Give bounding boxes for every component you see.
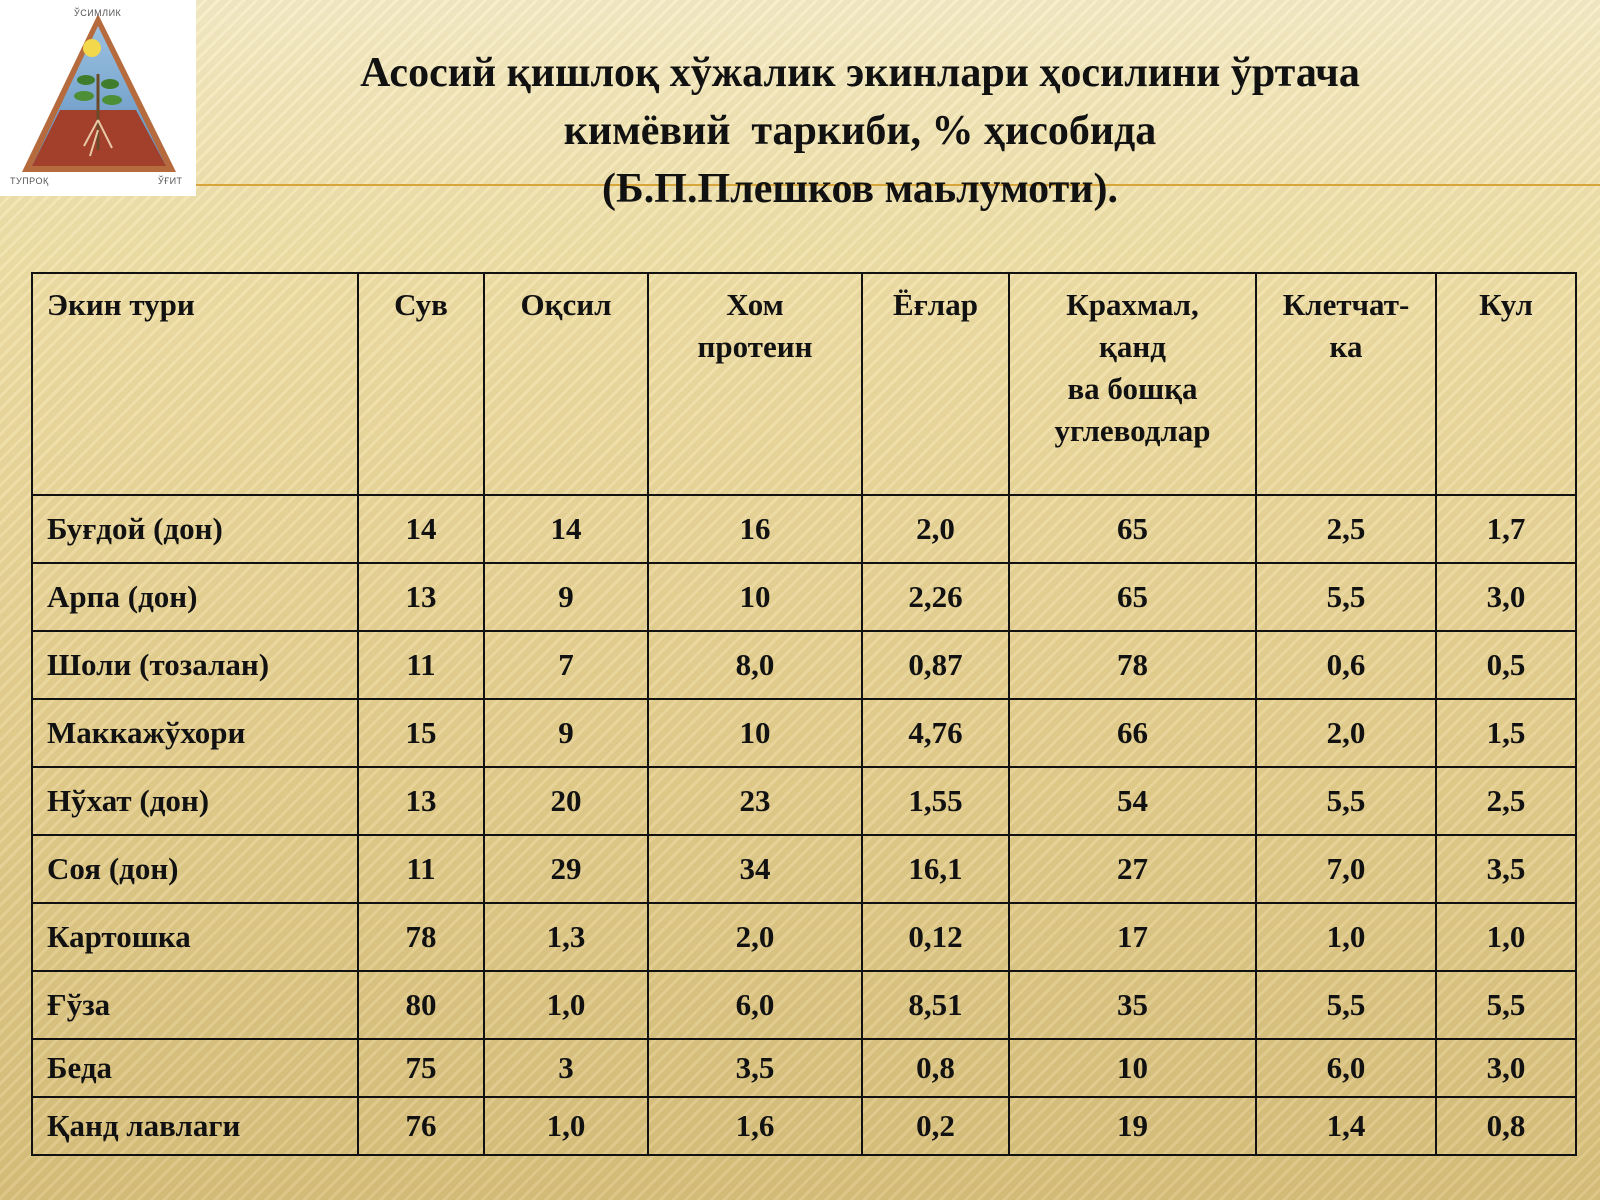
- cell-value: 2,5: [1436, 767, 1576, 835]
- logo-caption-left: ТУПРОҚ: [10, 176, 49, 186]
- page-title: [210, 44, 1510, 218]
- cell-value: 78: [358, 903, 484, 971]
- table-row: [32, 1039, 1576, 1097]
- cell-value: 9: [484, 563, 648, 631]
- cell-value: 0,2: [862, 1097, 1009, 1155]
- table-row: [32, 971, 1576, 1039]
- cell-value: 6,0: [1256, 1039, 1436, 1097]
- cell-value: 8,0: [648, 631, 862, 699]
- cell-value: 76: [358, 1097, 484, 1155]
- logo-caption-right: ЎҒИТ: [158, 176, 183, 186]
- cell-crop: Буғдой (дон): [32, 495, 358, 563]
- table-row: [32, 699, 1576, 767]
- cell-value: 5,5: [1256, 563, 1436, 631]
- header-crude-protein: Хом протеин: [648, 273, 862, 495]
- cell-value: 0,12: [862, 903, 1009, 971]
- cell-value: 5,5: [1256, 971, 1436, 1039]
- cell-value: 5,5: [1436, 971, 1576, 1039]
- cell-value: 1,55: [862, 767, 1009, 835]
- cell-value: 0,5: [1436, 631, 1576, 699]
- cell-value: 66: [1009, 699, 1256, 767]
- cell-value: 0,6: [1256, 631, 1436, 699]
- cell-value: 11: [358, 835, 484, 903]
- header-carbohydrates: Крахмал, қанд ва бошқа углеводлар: [1009, 273, 1256, 495]
- cell-value: 7: [484, 631, 648, 699]
- cell-value: 10: [648, 563, 862, 631]
- cell-value: 2,0: [1256, 699, 1436, 767]
- cell-value: 54: [1009, 767, 1256, 835]
- cell-crop: Ғўза: [32, 971, 358, 1039]
- header-crop-type: Экин тури: [32, 273, 358, 495]
- cell-value: 29: [484, 835, 648, 903]
- header-water: Сув: [358, 273, 484, 495]
- cell-value: 2,0: [862, 495, 1009, 563]
- cell-value: 13: [358, 767, 484, 835]
- cell-value: 1,3: [484, 903, 648, 971]
- table-row: [32, 767, 1576, 835]
- cell-value: 3: [484, 1039, 648, 1097]
- cell-value: 1,7: [1436, 495, 1576, 563]
- cell-value: 1,0: [484, 971, 648, 1039]
- cell-value: 1,6: [648, 1097, 862, 1155]
- cell-value: 3,0: [1436, 563, 1576, 631]
- cell-value: 27: [1009, 835, 1256, 903]
- cell-value: 65: [1009, 495, 1256, 563]
- cell-value: 13: [358, 563, 484, 631]
- table-row: [32, 563, 1576, 631]
- cell-crop: Шоли (тозалан): [32, 631, 358, 699]
- cell-crop: Картошка: [32, 903, 358, 971]
- cell-value: 0,8: [862, 1039, 1009, 1097]
- cell-crop: Қанд лавлаги: [32, 1097, 358, 1155]
- cell-value: 14: [358, 495, 484, 563]
- cell-value: 10: [648, 699, 862, 767]
- cell-value: 6,0: [648, 971, 862, 1039]
- cell-value: 23: [648, 767, 862, 835]
- header-fiber: Клетчат- ка: [1256, 273, 1436, 495]
- table-row: [32, 835, 1576, 903]
- table-row: [32, 631, 1576, 699]
- cell-value: 3,5: [648, 1039, 862, 1097]
- cell-value: 10: [1009, 1039, 1256, 1097]
- cell-value: 16,1: [862, 835, 1009, 903]
- cell-value: 65: [1009, 563, 1256, 631]
- header-protein: Оқсил: [484, 273, 648, 495]
- cell-value: 0,87: [862, 631, 1009, 699]
- cell-value: 8,51: [862, 971, 1009, 1039]
- cell-value: 9: [484, 699, 648, 767]
- title-line-3: (Б.П.Плешков маьлумоти).: [602, 166, 1118, 212]
- logo: [0, 0, 196, 196]
- logo-caption-top: ЎСИМЛИК: [74, 8, 122, 18]
- cell-value: 2,26: [862, 563, 1009, 631]
- cell-value: 2,0: [648, 903, 862, 971]
- cell-value: 75: [358, 1039, 484, 1097]
- cell-crop: Маккажўхори: [32, 699, 358, 767]
- cell-value: 16: [648, 495, 862, 563]
- cell-value: 80: [358, 971, 484, 1039]
- header-fats: Ёғлар: [862, 273, 1009, 495]
- logo-triangle-icon: [0, 0, 196, 196]
- cell-value: 11: [358, 631, 484, 699]
- cell-value: 2,5: [1256, 495, 1436, 563]
- cell-value: 3,5: [1436, 835, 1576, 903]
- cell-value: 1,0: [484, 1097, 648, 1155]
- title-line-1: Асосий қишлоқ хўжалик экинлари ҳосилини ўртача: [360, 50, 1360, 96]
- cell-value: 5,5: [1256, 767, 1436, 835]
- cell-value: 19: [1009, 1097, 1256, 1155]
- cell-crop: Соя (дон): [32, 835, 358, 903]
- table-row: [32, 903, 1576, 971]
- table-row: [32, 495, 1576, 563]
- cell-value: 14: [484, 495, 648, 563]
- table-header-row: [32, 273, 1576, 495]
- cell-value: 35: [1009, 971, 1256, 1039]
- cell-value: 34: [648, 835, 862, 903]
- cell-value: 4,76: [862, 699, 1009, 767]
- cell-crop: Арпа (дон): [32, 563, 358, 631]
- cell-value: 1,4: [1256, 1097, 1436, 1155]
- cell-crop: Нўхат (дон): [32, 767, 358, 835]
- composition-table: [31, 272, 1577, 1156]
- cell-value: 17: [1009, 903, 1256, 971]
- cell-value: 15: [358, 699, 484, 767]
- cell-value: 1,0: [1256, 903, 1436, 971]
- cell-value: 3,0: [1436, 1039, 1576, 1097]
- cell-crop: Беда: [32, 1039, 358, 1097]
- cell-value: 1,0: [1436, 903, 1576, 971]
- cell-value: 0,8: [1436, 1097, 1576, 1155]
- cell-value: 1,5: [1436, 699, 1576, 767]
- header-ash: Кул: [1436, 273, 1576, 495]
- title-line-2: кимёвий таркиби, % ҳисобида: [563, 108, 1157, 154]
- table-row: [32, 1097, 1576, 1155]
- cell-value: 78: [1009, 631, 1256, 699]
- cell-value: 20: [484, 767, 648, 835]
- cell-value: 7,0: [1256, 835, 1436, 903]
